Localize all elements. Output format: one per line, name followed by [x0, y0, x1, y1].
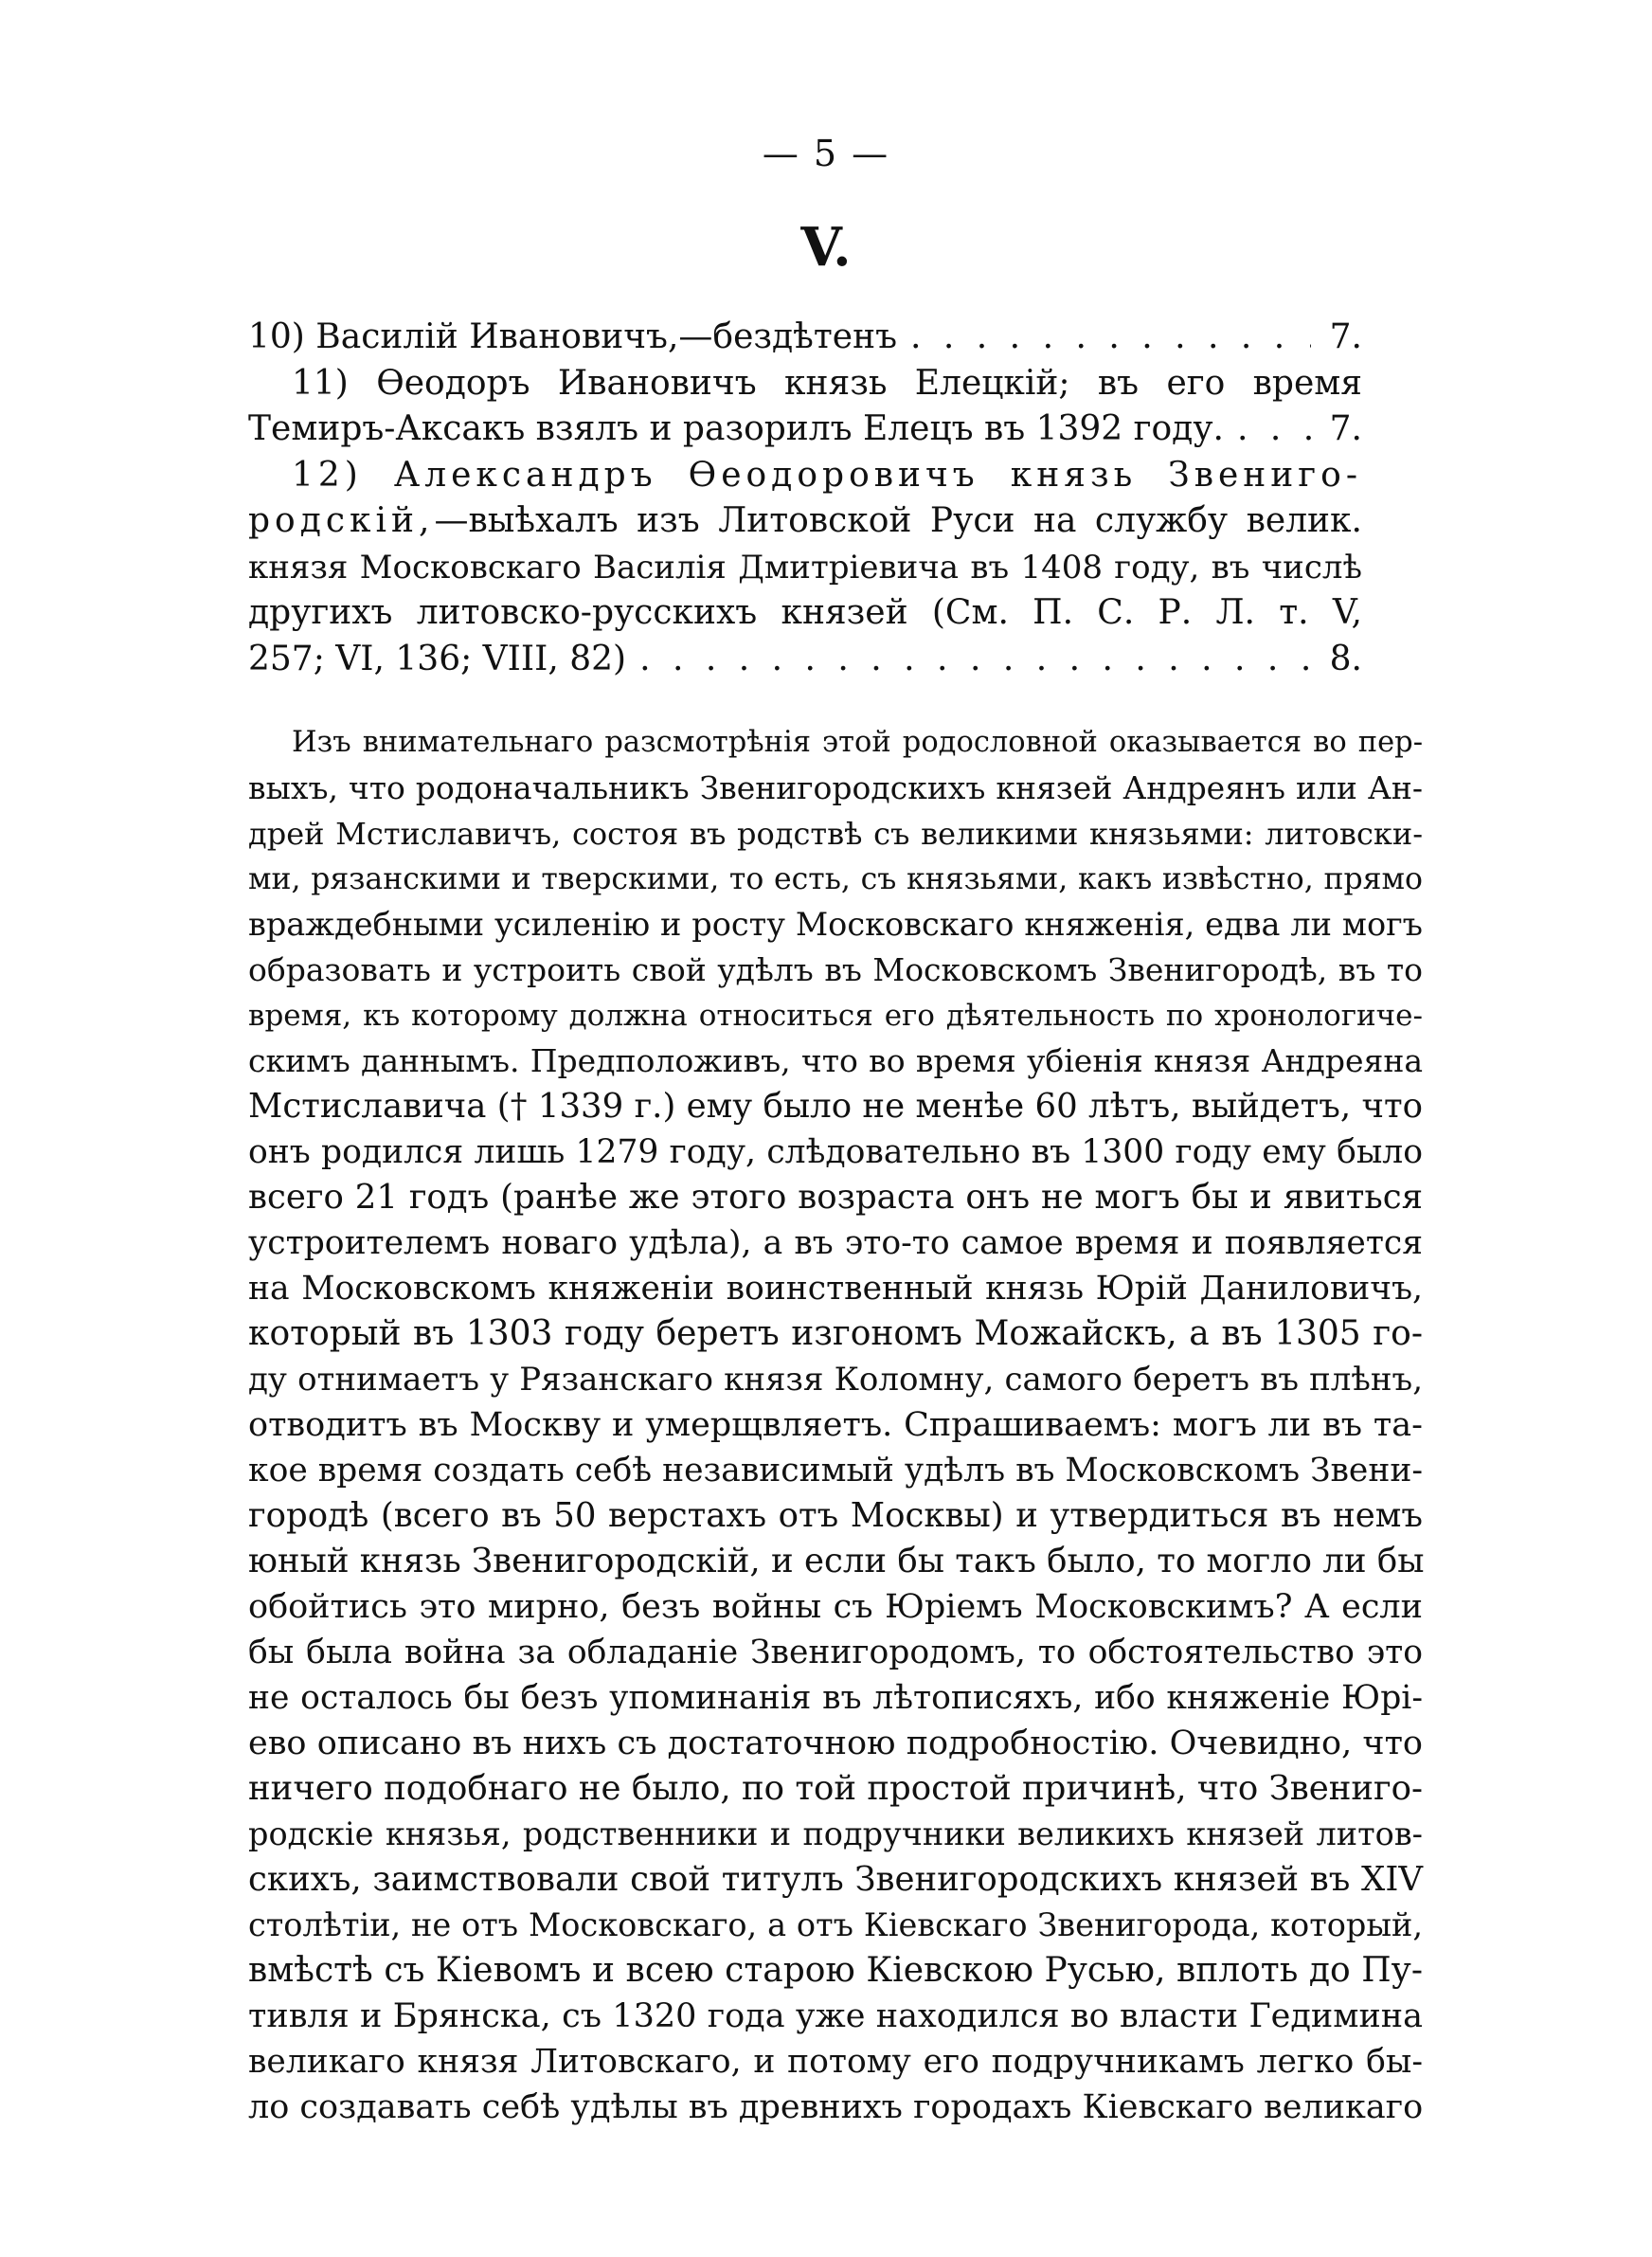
body-line: дрей Мстиславичъ, состоя въ родствѣ съ великими князьями: литовски-	[248, 816, 1423, 852]
body-line: отводитъ въ Москву и умерщвляетъ. Спрашиваемъ: могъ ли въ та-	[248, 1406, 1423, 1444]
body-line: скихъ, заимствовали свой титулъ Звенигородскихъ князей въ XIV	[248, 1860, 1423, 1899]
body-line: кое время создать себѣ независимый удѣлъ въ Московскомъ Звени-	[248, 1452, 1423, 1490]
body-line: столѣтіи, не отъ Московскаго, а отъ Кіевскаго Звенигорода, который,	[248, 1906, 1423, 1943]
body-line: ло создавать себѣ удѣлы въ древнихъ городахъ Кіевскаго великаго	[248, 2088, 1424, 2126]
body-line: великаго князя Литовскаго, и потому его подручникамъ легко бы-	[248, 2043, 1423, 2081]
body-line: онъ родился лишь 1279 году, слѣдовательно въ 1300 году ему было	[248, 1133, 1423, 1171]
entry-10-text: 10) Василій Ивановичъ,—бездѣтенъ	[248, 317, 898, 356]
section-title: V.	[800, 216, 852, 279]
body-line: вмѣстѣ съ Кіевомъ и всею старою Кіевскою Русью, вплоть до Пу-	[248, 1951, 1423, 1990]
body-line: городѣ (всего въ 50 верстахъ отъ Москвы) и утвердиться въ немъ	[248, 1496, 1423, 1535]
body-line: Изъ внимательнаго разсмотрѣнія этой родословной оказывается во пер-	[292, 726, 1423, 759]
body-line: родскіе князья, родственники и подручники великихъ князей литов-	[248, 1815, 1423, 1852]
page-number: — 5 —	[762, 133, 890, 174]
entry-11-ref: 7.	[1329, 409, 1362, 448]
body-line: образовать и устроить свой удѣлъ въ Московскомъ Звенигородѣ, въ то	[248, 951, 1423, 988]
entry-10-ref: 7.	[1329, 317, 1362, 356]
body-line: устроителемъ новаго удѣла), а въ это-то самое время и появляется	[248, 1224, 1423, 1262]
body-line: бы была война за обладаніе Звенигородомъ, то обстоятельство это	[248, 1634, 1423, 1671]
body-line: ничего подобнаго не было, по той простой причинѣ, что Звениго-	[248, 1769, 1423, 1808]
body-line: время, къ которому должна относиться его дѣятельность по хронологиче-	[248, 999, 1423, 1033]
body-line: ду отнимаетъ у Рязанскаго князя Коломну, самого беретъ въ плѣнъ,	[248, 1361, 1423, 1399]
body-line: скимъ даннымъ. Предположивъ, что во время убіенія князя Андреяна	[248, 1042, 1423, 1079]
body-line: обойтись это мирно, безъ войны съ Юріемъ Московскимъ? А если	[248, 1588, 1423, 1626]
body-line: Мстиславича († 1339 г.) ему было не менѣе 60 лѣтъ, выйдетъ, что	[248, 1087, 1423, 1126]
entry-12	[248, 453, 1362, 683]
entry-12-name-end: родскій,	[248, 501, 435, 540]
entry-10	[248, 315, 1362, 361]
entry-12-line3: князя Московскаго Василія Дмитріевича въ 1408 году, въ числѣ	[248, 548, 1362, 587]
entry-11-line1: 11) Өеодоръ Ивановичъ князь Елецкій; въ его время	[292, 363, 1362, 403]
leader-dots	[1224, 406, 1311, 453]
body-line: ми, рязанскими и тверскими, то есть, съ князьями, какъ извѣстно, прямо	[248, 862, 1423, 896]
body-line: враждебными усиленію и росту Московскаго княженія, едва ли могъ	[248, 906, 1423, 943]
entry-12-line5: 257; VI, 136; VIII, 82)	[248, 639, 627, 678]
body-line: выхъ, что родоначальникъ Звенигородскихъ князей Андреянъ или Ан-	[248, 769, 1423, 806]
body-line: всего 21 годъ (ранѣе же этого возраста онъ не могъ бы и явиться	[248, 1178, 1423, 1217]
entry-12-line2	[248, 498, 1362, 545]
body-line: юный князь Звенигородскій, и если бы такъ было, то могло ли бы	[248, 1542, 1425, 1580]
entry-11	[248, 361, 1362, 453]
entry-12-line2-rest: —выѣхалъ изъ Литовской Руси на службу велик.	[434, 501, 1362, 540]
entry-12-line4: другихъ литовско-русскихъ князей (См. П. С. Р. Л. т. V,	[248, 593, 1362, 632]
body-line: на Московскомъ княженіи воинственный князь Юрій Даниловичъ,	[248, 1270, 1423, 1308]
entry-12-name: 12) Александръ Өеодоровичъ князь Звениго-	[292, 455, 1362, 495]
leader-dots	[897, 315, 1311, 361]
entry-12-ref: 8.	[1329, 639, 1362, 678]
genealogy-entries	[248, 315, 1362, 682]
leader-dots	[626, 637, 1311, 683]
entry-11-line2: Темиръ-Аксакъ взялъ и разорилъ Елецъ въ 1392 году.	[248, 409, 1224, 448]
body-line: не осталось бы безъ упоминанія въ лѣтописяхъ, ибо княженіе Юрі-	[248, 1679, 1423, 1717]
body-line: ево описано въ нихъ съ достаточною подробностію. Очевидно, что	[248, 1724, 1423, 1762]
body-line: который въ 1303 году беретъ изгономъ Можайскъ, а въ 1305 го-	[248, 1314, 1423, 1353]
body-text	[248, 720, 1423, 2130]
body-line: тивля и Брянска, съ 1320 года уже находился во власти Гедимина	[248, 1997, 1423, 2035]
